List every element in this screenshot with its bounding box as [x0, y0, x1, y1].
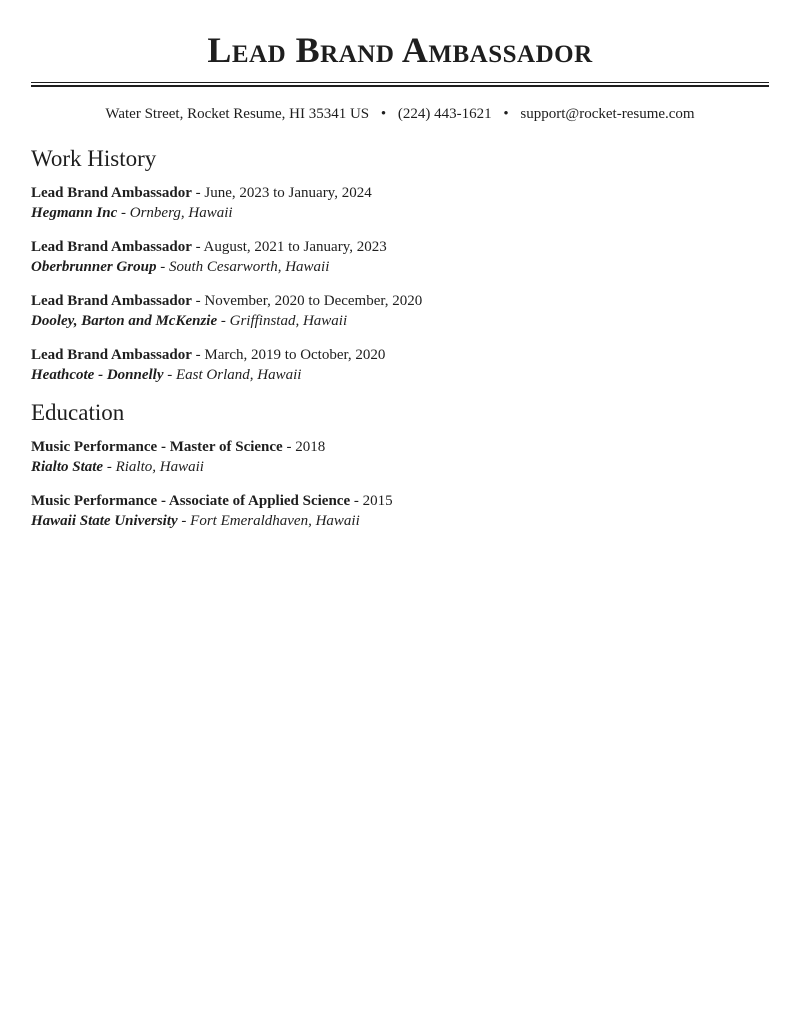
contact-line	[31, 104, 769, 124]
work-entry-header: Lead Brand Ambassador - August, 2021 to January, 2023	[31, 239, 387, 255]
school-name: Hawaii State University	[31, 513, 178, 529]
company-location: East Orland, Hawaii	[175, 367, 302, 383]
company-name: Heathcote - Donnelly	[31, 367, 164, 383]
title-divider	[31, 82, 769, 87]
job-dates: June, 2023 to January, 2024	[204, 185, 372, 201]
contact-address: Water Street, Rocket Resume, HI 35341 US	[105, 106, 370, 122]
education-entry-school: Hawaii State University - Fort Emeraldhaven, Hawaii	[31, 513, 360, 529]
work-entry-employer: Oberbrunner Group - South Cesarworth, Hawaii	[31, 259, 330, 275]
company-location: South Cesarworth, Hawaii	[168, 259, 330, 275]
degree-name: Music Performance - Master of Science	[31, 439, 283, 455]
job-dates: March, 2019 to October, 2020	[204, 347, 386, 363]
work-entry	[31, 237, 769, 277]
education-entry	[31, 437, 769, 477]
company-location: Ornberg, Hawaii	[129, 205, 233, 221]
work-entry-header: Lead Brand Ambassador - March, 2019 to October, 2020	[31, 347, 386, 363]
education-entry-header: Music Performance - Associate of Applied Science - 2015	[31, 493, 393, 509]
school-location: Rialto, Hawaii	[115, 459, 204, 475]
job-role: Lead Brand Ambassador	[31, 185, 192, 201]
school-location: Fort Emeraldhaven, Hawaii	[190, 513, 360, 529]
work-entry-employer: Heathcote - Donnelly - East Orland, Hawaii	[31, 367, 302, 383]
graduation-year: 2015	[362, 493, 393, 509]
company-name: Hegmann Inc	[31, 205, 118, 221]
job-role: Lead Brand Ambassador	[31, 293, 192, 309]
work-entry-header: Lead Brand Ambassador - November, 2020 to December, 2020	[31, 293, 423, 309]
contact-phone: (224) 443-1621	[397, 106, 492, 122]
work-entry	[31, 183, 769, 223]
company-name: Oberbrunner Group	[31, 259, 157, 275]
page-title: Lead Brand Ambassador	[207, 30, 593, 70]
work-entry-employer: Hegmann Inc - Ornberg, Hawaii	[31, 205, 233, 221]
education-entry-header: Music Performance - Master of Science - 2018	[31, 439, 326, 455]
bullet-separator: •	[380, 106, 387, 122]
company-name: Dooley, Barton and McKenzie	[31, 313, 218, 329]
graduation-year: 2018	[295, 439, 326, 455]
job-role: Lead Brand Ambassador	[31, 347, 192, 363]
work-entry-employer: Dooley, Barton and McKenzie - Griffinstad, Hawaii	[31, 313, 348, 329]
contact-email: support@rocket-resume.com	[520, 106, 695, 122]
job-dates: November, 2020 to December, 2020	[204, 293, 423, 309]
education-entry-school: Rialto State - Rialto, Hawaii	[31, 459, 204, 475]
resume-page	[31, 0, 769, 531]
company-location: Griffinstad, Hawaii	[229, 313, 348, 329]
job-dates: August, 2021 to January, 2023	[203, 239, 387, 255]
degree-name: Music Performance - Associate of Applied Science	[31, 493, 351, 509]
bullet-separator: •	[503, 106, 509, 122]
work-history-heading: Work History	[31, 146, 157, 171]
school-name: Rialto State	[31, 459, 104, 475]
job-role: Lead Brand Ambassador	[31, 239, 192, 255]
education-heading: Education	[31, 400, 125, 425]
work-entry-header: Lead Brand Ambassador - June, 2023 to January, 2024	[31, 185, 372, 201]
education-entry	[31, 491, 769, 531]
work-entry	[31, 345, 769, 385]
work-entry	[31, 291, 769, 331]
